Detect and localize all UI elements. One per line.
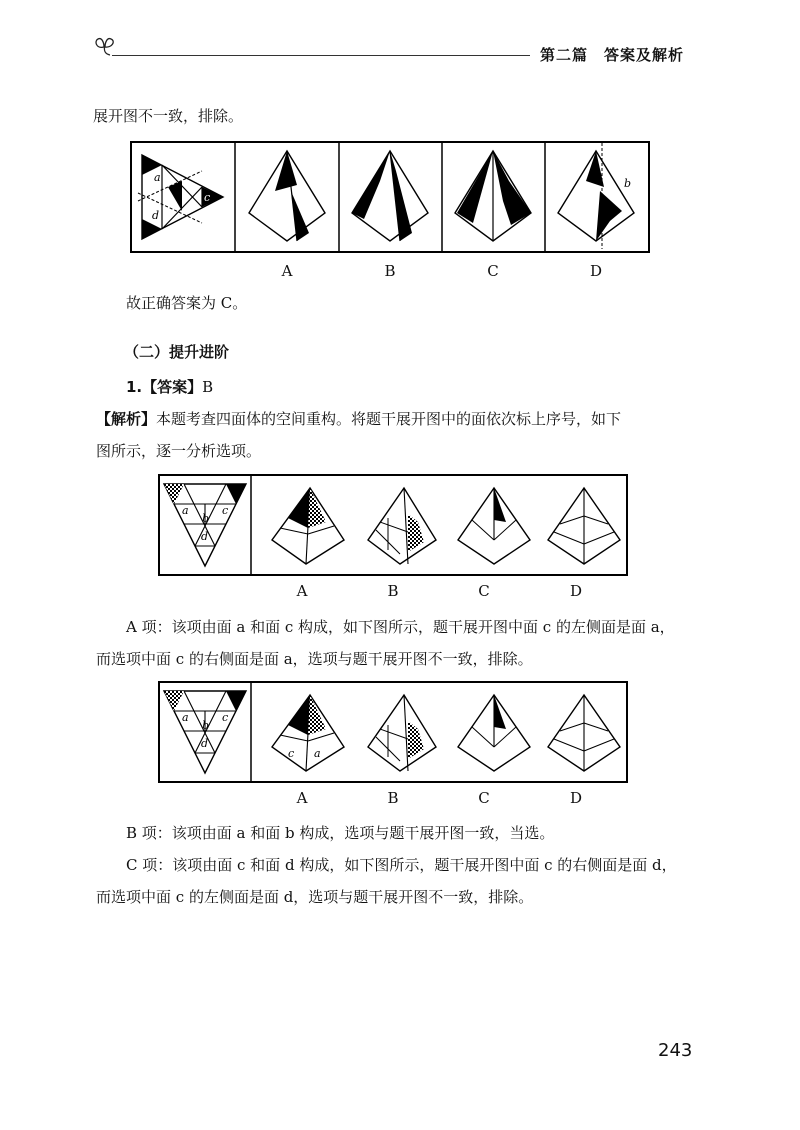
option-label: C <box>478 789 490 807</box>
face-label-a: a <box>154 171 161 184</box>
net-diagram <box>138 155 223 239</box>
option-d-pyramid <box>558 143 634 249</box>
option-a-face-label: a <box>314 747 321 760</box>
text-line: 而选项中面 c 的左侧面是面 d，选项与题干展开图不一致，排除。 <box>96 888 534 906</box>
text-line: C 项：该项由面 c 和面 d 构成，如下图所示，题干展开图中面 c 的右侧面是面 d， <box>126 856 677 874</box>
text-line: A 项：该项由面 a 和面 c 构成，如下图所示，题干展开图中面 c 的左侧面是面 a， <box>126 618 675 636</box>
header-rule <box>112 55 530 56</box>
answer-value: B <box>202 378 214 396</box>
analysis-text: 本题考查四面体的空间重构。将题干展开图中的面依次标上序号，如下 <box>156 410 622 428</box>
face-label-d: d <box>152 209 160 222</box>
option-label: C <box>478 582 490 600</box>
option-d-pyramid <box>548 488 620 564</box>
face-label-d: d <box>201 737 209 750</box>
face-label-b: b <box>168 193 176 206</box>
option-label: D <box>569 582 583 600</box>
figure-1 <box>130 141 650 253</box>
option-c-pyramid <box>455 151 531 241</box>
option-label: C <box>487 262 499 280</box>
face-label-b: b <box>202 719 210 732</box>
text-line: B 项：该项由面 a 和面 b 构成，选项与题干展开图一致，当选。 <box>126 824 555 842</box>
option-label: B <box>387 789 399 807</box>
option-c-pyramid <box>458 488 530 564</box>
answer-line <box>126 376 213 398</box>
face-label-b: b <box>202 512 210 525</box>
option-label: B <box>384 262 396 280</box>
section-title: 第二篇 答案及解析 <box>540 46 685 64</box>
option-label: A <box>296 582 308 600</box>
face-label-c: c <box>204 191 211 204</box>
analysis-line <box>96 408 621 430</box>
option-label: D <box>589 262 603 280</box>
text-line: 故正确答案为 C。 <box>126 294 248 312</box>
subsection-heading: （二）提升进阶 <box>124 343 230 361</box>
text-line: 展开图不一致，排除。 <box>93 107 244 125</box>
option-a-pyramid <box>272 488 344 564</box>
face-label-a: a <box>182 504 189 517</box>
face-label-c: c <box>222 504 229 517</box>
analysis-label: 【解析】 <box>96 410 157 428</box>
page-number: 243 <box>658 1040 693 1061</box>
figure-2 <box>158 474 628 576</box>
option-d-pyramid <box>548 695 620 771</box>
net-diagram <box>164 484 246 566</box>
sprout-icon <box>92 33 118 57</box>
face-label-c: c <box>222 711 229 724</box>
option-a-face-label: c <box>288 747 295 760</box>
option-a-pyramid <box>249 151 325 241</box>
face-label-d: d <box>201 530 209 543</box>
option-b-pyramid <box>352 151 428 241</box>
net-diagram <box>164 691 246 773</box>
answer-label: 1.【答案】 <box>126 378 203 396</box>
option-label: D <box>569 789 583 807</box>
text-line: 而选项中面 c 的右侧面是面 a，选项与题干展开图不一致，排除。 <box>96 650 533 668</box>
option-a-pyramid <box>272 695 344 771</box>
option-b-pyramid <box>368 488 436 564</box>
option-b-pyramid <box>368 695 436 771</box>
option-label: A <box>281 262 293 280</box>
side-label: b <box>624 177 632 190</box>
face-label-a: a <box>182 711 189 724</box>
option-label: A <box>296 789 308 807</box>
option-label: B <box>387 582 399 600</box>
option-c-pyramid <box>458 695 530 771</box>
text-line: 图所示，逐一分析选项。 <box>96 442 262 460</box>
figure-3 <box>158 681 628 783</box>
